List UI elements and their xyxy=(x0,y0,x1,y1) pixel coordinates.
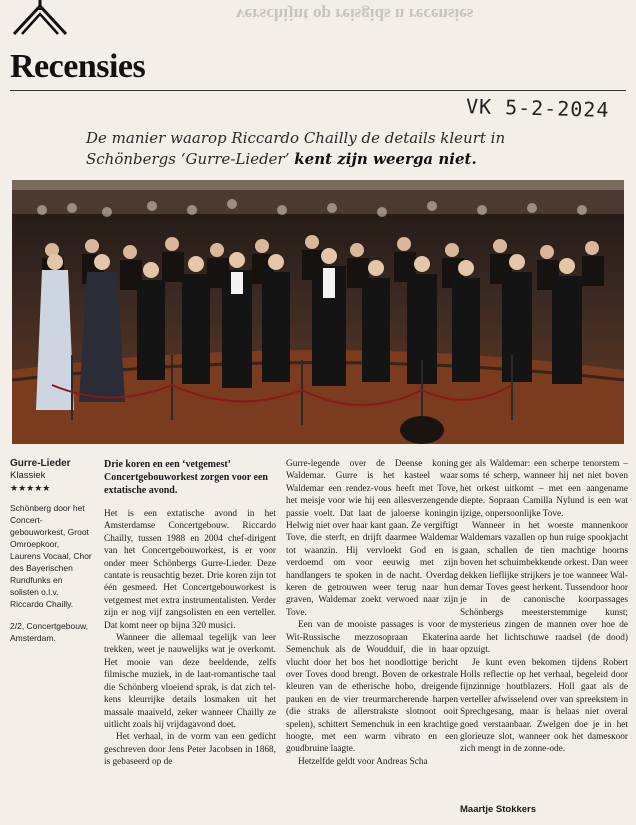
review-info-box xyxy=(10,458,92,654)
column-3 xyxy=(460,458,628,756)
paragraph: Je kunt even bekomen tijdens Robert Holls reflectie op het verhaal, begeleid door fijnzinnige houtblazers. Holl gaat als de verteller afwisselend over van spreekstem in Sprechgesang, maar is helaas niet overal goed verstaanbaar. Zwelgen doe je in het glorieuze slot, wanneer ook het damesкoor zich mengt in de zonne-ode. xyxy=(460,657,628,755)
rating-stars: ★★★★★ xyxy=(10,483,51,493)
author-byline: Maartje Stokkers xyxy=(460,804,537,815)
lead-italic: De manier waarop Riccardo Chailly de details kleurt in Schönbergs ‘Gurre-Lieder’ xyxy=(86,129,506,168)
title-rule xyxy=(10,90,626,91)
section-title: Recensies xyxy=(10,48,146,85)
article-intro: Drie koren en een ‘vetgemest’ Concertgebouworkest zorgen voor een extatische avond. xyxy=(104,459,268,496)
paragraph: Het is een extatische avond in het Amsterdamse Concertgebouw. Riccardo Chailly, tussen 1988 en 2004 chef-dirigent van het Concertgebouworkest, is er voor onder meer Schönbergs Gurre-Lieder. Deze cantate is reusachtig bezet. Drie koren zijn tot één gesmeed. Het Concertgebouworkest is vetgemest met extra instrumentalisten. Verder zijn er nog vijf zangsolisten en een verteller. Dat komt neer op bijna 320 musici. xyxy=(104,509,276,631)
lead-text xyxy=(86,128,586,170)
handwritten-date-note: VK 5-2-2024 xyxy=(465,94,610,122)
paragraph: Hetzelfde geldt voor Andreas Scha xyxy=(298,756,428,767)
performers-text: Schönberg door het Concertgebouworkest, Groot Omroepkoor, Laurens Vocaal, Chor des Bayerischen Rundfunks en solisten o.l.v. Riccardo Chailly. xyxy=(10,503,92,609)
paragraph: Wanneer die allemaal tegelijk van leer trekken, weet je nauwelijks wat je overkomt. Het mooie van deze beeldende, zelfs filmische muziek, in de laat-romantische taal die Schönberg vloeiend sprak, is dat zich telkens kleurrijke details losmaken uit het massale maaiveld, zeker wanneer Chailly ze uitlicht zoals hij vrijdagavond doet. xyxy=(104,633,276,730)
section-logo-icon xyxy=(10,0,70,38)
paragraph: Een van de mooiste passages is voor de Wit-Russische mezzosopraan Ekaterina Semenchuk als de Woudduif, die in haar vlucht door het bos het noodlottige bericht over Toves dood brengt. Boven de orkestrale kleuren van de etherische hobo, dreigende pauken en de vier treurmarcherende harpen (die straks de allerstrakste slotnoot ooit spelen), schittert Semenchuk in een krachtige hoogte, met een warm vibrato en een goudbruine laagte. xyxy=(286,620,458,755)
paragraph: Gurre-legende over de Deense koning Waldemar. Gurre is het kasteel waar Waldemar een rendez-vous heeft met Tove, het meisje voor wie hij een allesverzengende passie voelt. Dat laat de jaloerse koningin Helwig niet over haar kant gaan. Ze vergiftigt Tove, die sterft, en drijft daarmee Waldemar tot waanzin. Hij vervloekt God en is verdoemd om voor eeuwig met zijn handlangers te spoken in de nacht. Overdag keren de getrouwen weer terug naar hun graven, Waldemar zoekt verwoed naar zijn Tove. xyxy=(286,459,458,618)
paragraph: ger als Waldemar: een scherpe tenorstem – soms té scherp, wanneer hij net niet boven het orkest uitkomt – met een aangename diepte. Sopraan Camilla Nylund is een wat ijzige, onpersoonlijke Tove. xyxy=(460,459,628,519)
date-venue-text: 2/2, Concertgebouw, Amsterdam. xyxy=(10,621,88,643)
column-1 xyxy=(104,508,276,769)
bleed-through-text: verschijnt op reisgids n recensies xyxy=(236,5,474,24)
genre-label: Klassiek xyxy=(10,470,46,481)
lead-bold: kent zijn weerga niet. xyxy=(294,150,477,168)
column-2 xyxy=(286,458,458,768)
paragraph: Het verhaal, in de vorm van een gedicht geschreven door Jens Peter Jacobsen in 1868, is gebaseerd op de xyxy=(104,732,276,768)
concert-photo xyxy=(12,180,624,444)
paragraph: Wanneer in het woeste mannenkoor Waldemars vazallen op hun ruige spookjacht gaan, schallen de tien machtige hoorns boven het schuimbekkende orkest. Dan weer dekken lieflijke strijkers je toe wanneer Waldemar Toves geest herkent. Tussendoor hoor je in de canonische koorpassages Schönbergs meesterstemmige kunst; mysterieus zingen de mannen over hoe de aarde het lichtschuwe raadsel (de dood) opzuigt. xyxy=(460,521,628,656)
work-title: Gurre-Lieder xyxy=(10,458,71,469)
concert-photo-drawing xyxy=(12,180,624,444)
